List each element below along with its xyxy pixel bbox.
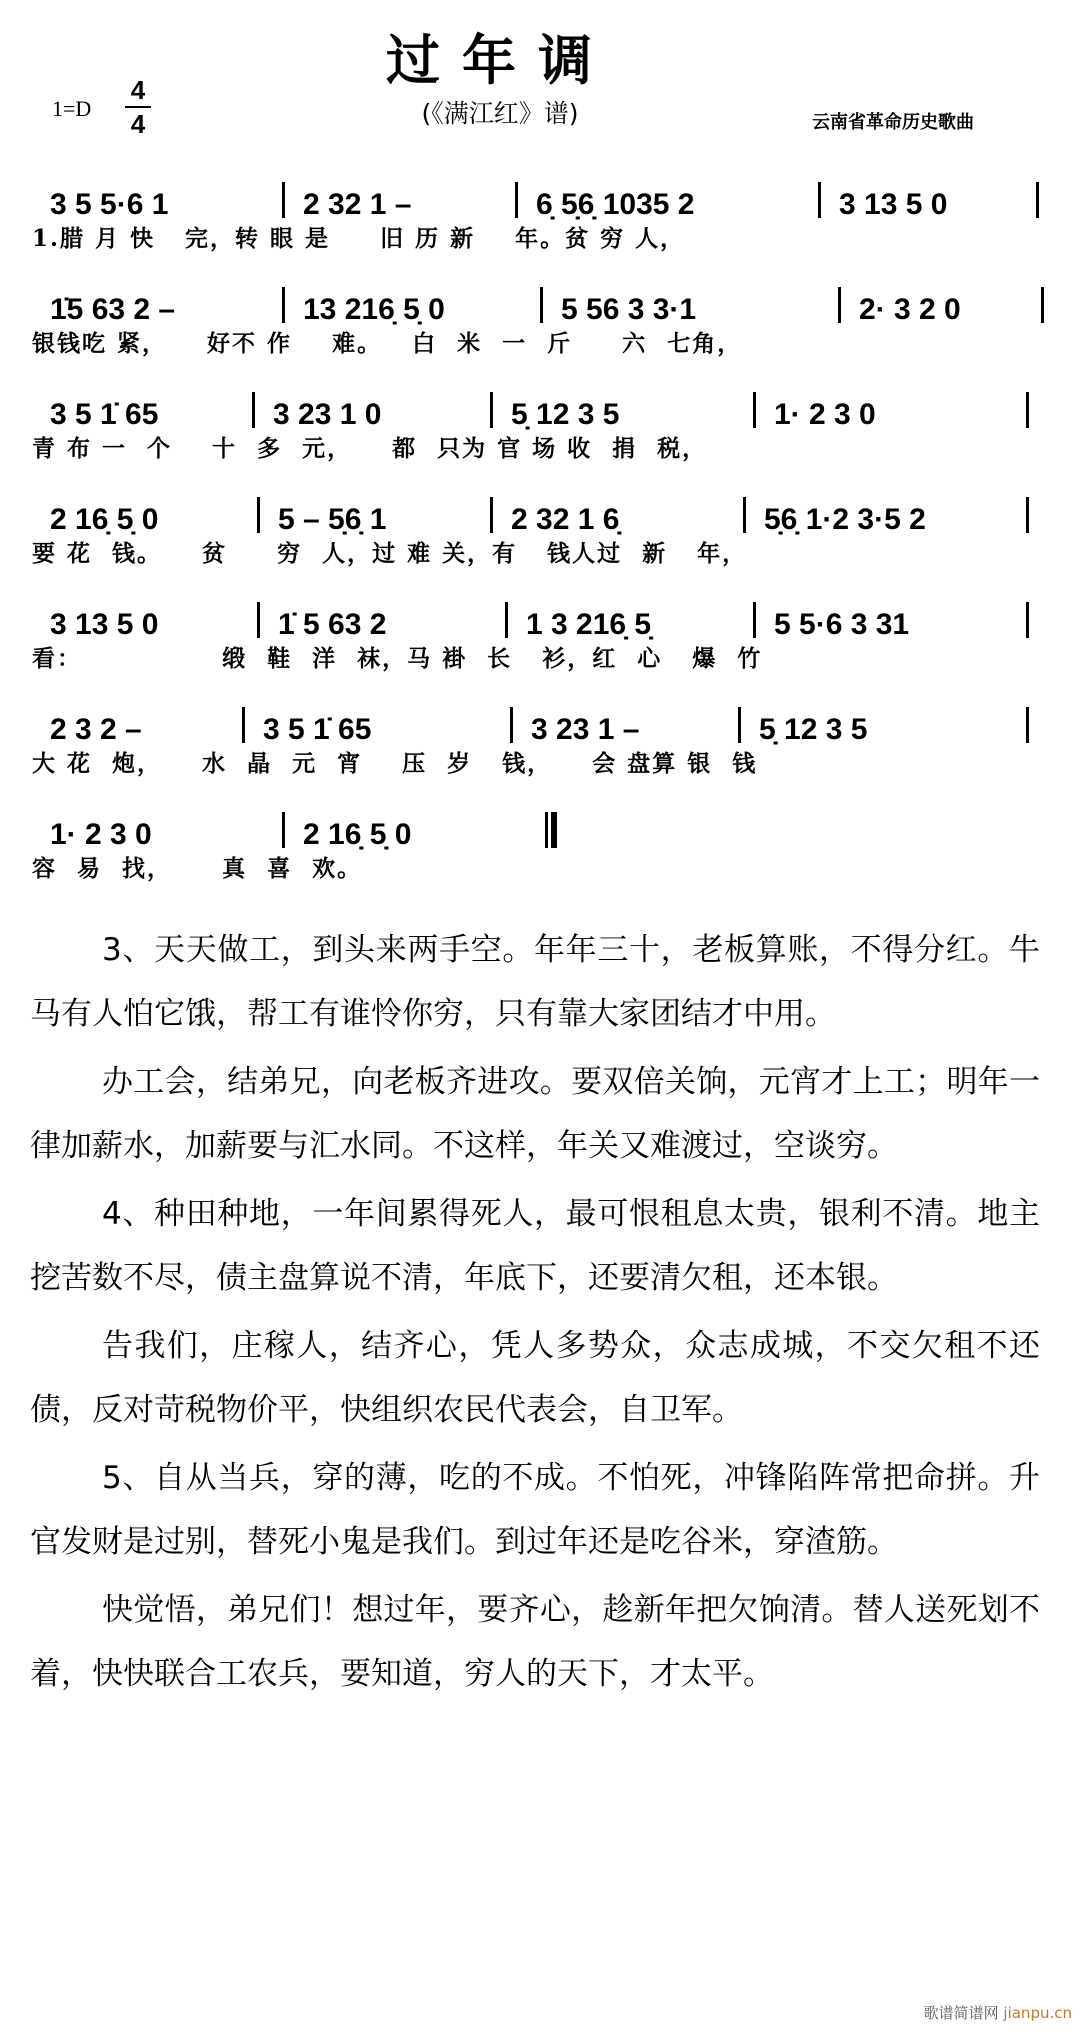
measure: [255, 388, 490, 432]
measure-notes: 1· 2 3 0: [774, 398, 876, 431]
score-system: [32, 675, 1052, 780]
song-subtitle: (《满江红》谱): [421, 99, 579, 128]
final-barline: [545, 812, 557, 848]
measure-notes: 1· 2 3 0: [50, 818, 152, 851]
measure: [32, 283, 282, 327]
measure-notes: 1 3 216̣ 5̣: [526, 608, 652, 641]
notes-row: [32, 598, 1052, 642]
notes-row: [32, 388, 1052, 432]
verse-paragraph: 3、天天做工，到头来两手空。年年三十，老板算账，不得分红。牛马有人怕它饿，帮工有谁怜你穷，只有靠大家团结才中用。: [30, 932, 1040, 1032]
measure: [513, 703, 738, 747]
measure: [32, 493, 257, 537]
time-signature-bottom: 4: [130, 109, 146, 139]
measure: [756, 388, 1026, 432]
lyrics-row: 大 花 炮， 水 晶 元 宵 压 岁 钱， 会 盘算 银 钱: [32, 750, 758, 777]
verse-paragraph: 办工会，结弟兄，向老板齐进攻。要双倍关饷，元宵才上工；明年一律加薪水，加薪要与汇水同。不这样，年关又难渡过，空谈穷。: [30, 1064, 1040, 1164]
measure-notes: 5̣ 12 3 5: [511, 398, 620, 431]
barline: [1036, 182, 1039, 218]
measure-notes: 6̣ 5̣6̣ 1035 2: [536, 188, 695, 221]
key-signature: 1=D: [52, 96, 92, 121]
measure-notes: 3 5 1̇ 65: [263, 713, 372, 746]
measure: [285, 808, 545, 852]
measure-notes: 5 56 3 3·1: [561, 293, 697, 326]
barline: [1041, 287, 1044, 323]
measure-notes: 2 16̣ 5̣ 0: [303, 818, 412, 851]
measure: [741, 703, 1026, 747]
measure: [746, 493, 1026, 537]
score-system: [32, 465, 1052, 570]
measure: [543, 283, 838, 327]
measure: [245, 703, 510, 747]
measure: [285, 178, 515, 222]
verse-paragraph: 快觉悟，弟兄们！想过年，要齐心，趁新年把欠饷清。替人送死划不着，快快联合工农兵，要知道，穷人的天下，才太平。: [30, 1592, 1040, 1692]
measure-notes: 13 216̣ 5̣ 0: [303, 293, 445, 326]
barline: [1026, 602, 1029, 638]
measure-notes: 3 5 5·6 1: [50, 188, 169, 221]
measure-notes: 2 32 1 –: [303, 188, 412, 221]
song-title: 过年调: [386, 28, 614, 92]
score-system: [32, 360, 1052, 465]
measure: [493, 493, 743, 537]
measure-notes: 3 13 5 0: [50, 608, 159, 641]
verse-paragraph: 4、种田种地，一年间累得死人，最可恨租息太贵，银利不清。地主挖苦数不尽，债主盘算说不清，年底下，还要清欠租，还本银。: [30, 1196, 1040, 1296]
lyrics-row: 银钱吃 紧， 好不 作 难。 白 米 一 斤 六 七角，: [32, 330, 743, 357]
watermark: [924, 2002, 1072, 2023]
lyrics-row: 容 易 找， 真 喜 欢。: [32, 855, 363, 882]
lyrics-row: 1.腊 月 快 完，转 眼 是 旧 历 新 年。贫 穷 人，: [32, 225, 686, 252]
measure: [841, 283, 1041, 327]
measure: [821, 178, 1036, 222]
measure-notes: 2· 3 2 0: [859, 293, 961, 326]
measure: [32, 703, 242, 747]
score-system: [32, 255, 1052, 360]
measure: [260, 598, 505, 642]
verse-paragraph: 告我们，庄稼人，结齐心，凭人多势众，众志成城，不交欠租不还债，反对苛税物价平，快组织农民代表会，自卫军。: [30, 1328, 1040, 1428]
measure-notes: 5 5·6 3 31: [774, 608, 910, 641]
measure: [32, 388, 252, 432]
watermark-text: 歌谱简谱网: [923, 2004, 999, 2022]
measure: [756, 598, 1026, 642]
notes-row: [32, 493, 1052, 537]
measure: [508, 598, 753, 642]
measure: [32, 178, 282, 222]
notes-row: [32, 703, 1052, 747]
measure: [260, 493, 490, 537]
measure-notes: 2 3 2 –: [50, 713, 142, 746]
measure-notes: 2 16̣ 5̣ 0: [50, 503, 159, 536]
time-signature-top: 4: [130, 75, 146, 105]
song-source: 云南省革命历史歌曲: [812, 112, 974, 133]
notes-row: [32, 283, 1052, 327]
measure-notes: 3 23 1 0: [273, 398, 382, 431]
watermark-site: jianpu.cn: [1003, 2004, 1072, 2022]
score-system: [32, 570, 1052, 675]
measure: [518, 178, 818, 222]
additional-verses: [30, 918, 1040, 1710]
score-system: [32, 780, 1052, 885]
measure: [32, 598, 257, 642]
barline: [1026, 497, 1029, 533]
measure-notes: 3 13 5 0: [839, 188, 948, 221]
measure-notes: 2 32 1 6̣: [511, 503, 620, 536]
lyrics-row: 青 布 一 个 十 多 元， 都 只为 官 场 收 捐 税，: [32, 435, 708, 462]
jianpu-score: [32, 150, 1052, 885]
verse-paragraph: 5、自从当兵，穿的薄，吃的不成。不怕死，冲锋陷阵常把命拼。升官发财是过别，替死小鬼是我们。到过年还是吃谷米，穿渣筋。: [30, 1460, 1040, 1560]
barline: [1026, 707, 1029, 743]
measure-notes: 3 5 1̇ 65: [50, 398, 159, 431]
measure-notes: 1̇5 63 2 –: [50, 293, 176, 326]
measure-notes: 5 – 5̣6̣ 1: [278, 503, 387, 536]
measure: [32, 808, 282, 852]
measure: [493, 388, 753, 432]
measure-notes: 3 23 1 –: [531, 713, 640, 746]
measure-notes: 5̣ 12 3 5: [759, 713, 868, 746]
notes-row: [32, 808, 1052, 852]
score-system: [32, 150, 1052, 255]
notes-row: [32, 178, 1052, 222]
lyrics-row: 要 花 钱。 贫 穷 人，过 难 关，有 钱人过 新 年，: [32, 540, 748, 567]
barline: [1026, 392, 1029, 428]
lyrics-row: 看： 缎 鞋 洋 袜，马 褂 长 衫，红 心 爆 竹: [32, 645, 763, 672]
measure: [285, 283, 540, 327]
measure-notes: 5̣6̣ 1·2 3·5 2: [764, 503, 926, 536]
measure-notes: 1̇ 5 63 2: [278, 608, 387, 641]
